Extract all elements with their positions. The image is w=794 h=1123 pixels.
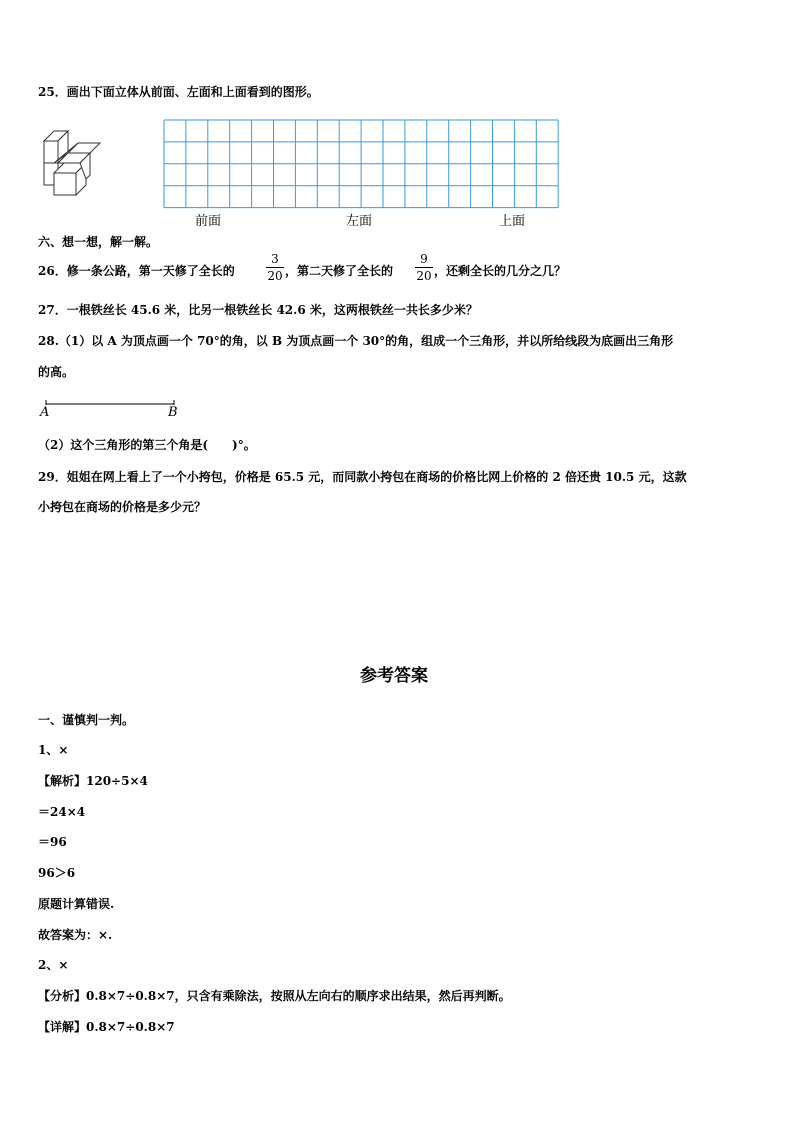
q26-fraction-2	[415, 252, 433, 283]
fraction-bar	[266, 267, 284, 268]
point-a-label: A	[40, 405, 50, 420]
answer-1-analysis: 【解析】120÷5×4	[38, 774, 148, 788]
q26-fraction-1	[266, 252, 284, 283]
answer-1-conclusion: 故答案为：×.	[38, 928, 113, 942]
q25-text: 25．画出下面立体从前面、左面和上面看到的图形。	[38, 85, 319, 99]
fraction-bar	[415, 267, 433, 268]
answer-1-step-1: ＝24×4	[38, 805, 86, 819]
answer-1: 1、×	[38, 743, 69, 757]
fraction-numerator: 9	[420, 252, 428, 266]
q26-part3: ，还剩全长的几分之几？	[434, 264, 567, 278]
fraction-numerator: 3	[271, 252, 279, 266]
grid-label-top: 上面	[499, 214, 526, 229]
answer-section-1: 一、谨慎判一判。	[38, 713, 135, 727]
fraction-denominator: 20	[267, 269, 283, 283]
answer-2-detail: 【详解】0.8×7÷0.8×7	[38, 1020, 175, 1034]
q26-part1: 26．修一条公路，第一天修了全长的	[38, 264, 235, 278]
drawing-grid[interactable]	[163, 119, 559, 209]
fraction-denominator: 20	[416, 269, 432, 283]
answer-2: 2、×	[38, 958, 69, 972]
answer-1-step-2: ＝96	[38, 835, 67, 849]
grid-label-left: 左面	[346, 214, 373, 229]
answer-title: 参考答案	[360, 666, 428, 686]
q28-line2: 的高。	[38, 365, 75, 379]
segment-ab	[40, 397, 180, 411]
q26-part2: ，第二天修了全长的	[285, 264, 394, 278]
section-6-heading: 六、想一想，解一解。	[38, 235, 159, 249]
grid-label-front: 前面	[195, 214, 222, 229]
answer-1-note: 原题计算错误.	[38, 897, 115, 911]
cube-solid-figure	[40, 125, 106, 197]
q29-line2: 小挎包在商场的价格是多少元？	[38, 500, 207, 514]
point-b-label: B	[168, 405, 178, 420]
q27-text: 27．一根铁丝长 45.6 米，比另一根铁丝长 42.6 米，这两根铁丝一共长多少米？	[38, 303, 478, 317]
q29-line1: 29．姐姐在网上看上了一个小挎包，价格是 65.5 元，而同款小挎包在商场的价格比网上价格的 2 倍还贵 10.5 元，这款	[38, 470, 687, 484]
answer-2-analysis: 【分析】0.8×7÷0.8×7，只含有乘除法，按照从左向右的顺序求出结果，然后再判断。	[38, 989, 511, 1003]
q28-part2: （2）这个三角形的第三个角是( )°。	[38, 438, 256, 452]
answer-1-step-3: 96＞6	[38, 866, 76, 880]
q28-line1: 28.（1）以 A 为顶点画一个 70°的角，以 B 为顶点画一个 30°的角，组成一个三角形，并以所给线段为底画出三角形	[38, 334, 674, 348]
